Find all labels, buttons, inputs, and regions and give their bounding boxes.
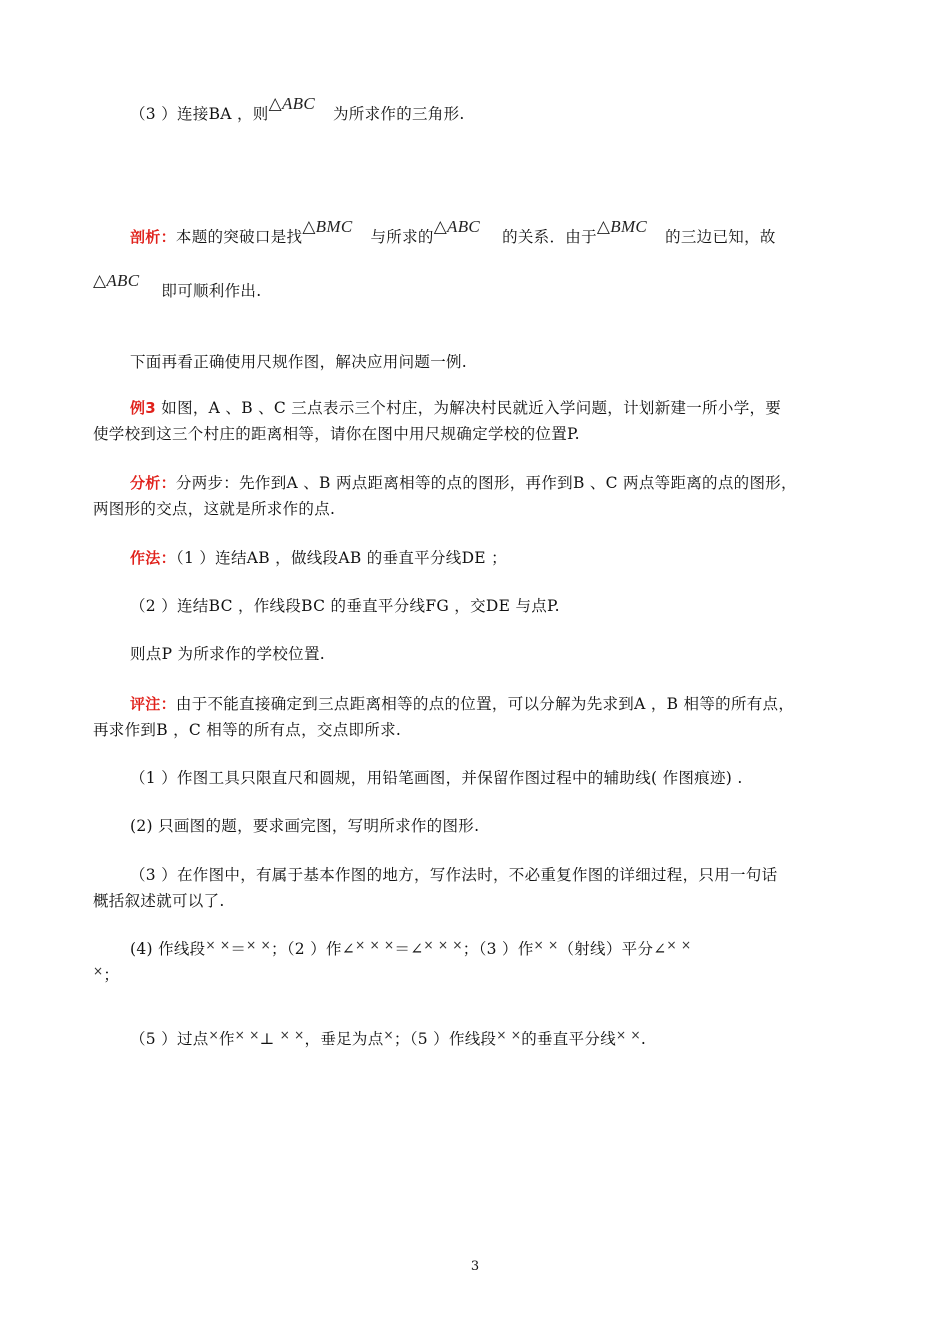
placeholder-x: × × <box>234 1028 260 1042</box>
placeholder-x: × <box>383 1028 394 1042</box>
text: ＝∠ <box>394 940 424 958</box>
text: （3 ）连接BA ，则 <box>130 105 269 123</box>
rule-3-line-1: （3 ）在作图中，有属于基本作图的地方，写作法时，不必重复作图的详细过程，只用一句话 <box>130 866 778 884</box>
comment-line-1 <box>130 693 794 715</box>
math-triangle-abc: △ABC <box>433 217 481 236</box>
text: 如图，A 、B 、C 三点表示三个村庄，为解决村民就近入学问题，计划新建一所小学，要 <box>156 399 782 417</box>
placeholder-x: × <box>93 964 104 978</box>
intro-line: 下面再看正确使用尺规作图，解决应用问题一例. <box>130 353 468 371</box>
rule-2: (2) 只画图的题，要求画完图，写明所求作的图形. <box>130 817 480 835</box>
placeholder-x: × × <box>616 1028 641 1042</box>
rule-4-line-2 <box>93 964 119 987</box>
analysis-fenxi-line-2: 两图形的交点，这就是所求作的点. <box>93 500 336 518</box>
rule-1: （1 ）作图工具只限直尺和圆规，用铅笔画图，并保留作图过程中的辅助线( 作图痕迹) . <box>130 769 743 787</box>
text: （5 ）过点 <box>130 1030 209 1048</box>
text: (4) 作线段 <box>130 940 206 958</box>
text: 即可顺利作出. <box>161 282 262 300</box>
text: 的垂直平分线 <box>521 1030 616 1048</box>
text: ；（5 ）作线段 <box>393 1030 497 1048</box>
rule-5-line <box>130 1028 646 1051</box>
method-line-3: 则点P 为所求作的学校位置. <box>130 645 325 663</box>
text: 分两步：先作到A 、B 两点距离相等的点的图形，再作到B 、C 两点等距离的点的图形， <box>175 474 797 492</box>
text: 本题的突破口是找 <box>175 228 303 246</box>
placeholder-x: × <box>208 1028 219 1042</box>
text: （射线）平分∠ <box>558 940 667 958</box>
placeholder-x: × × <box>246 938 271 952</box>
comment-label: 评注： <box>130 695 176 713</box>
page-number: 3 <box>470 1259 480 1274</box>
fenxi-label: 分析： <box>130 474 176 492</box>
text: 的三边已知，故 <box>665 228 776 246</box>
text: ；（3 ）作 <box>462 940 534 958</box>
math-triangle-abc: △ABC <box>268 94 315 113</box>
text: 的关系．由于 <box>502 228 597 246</box>
text: （1 ）连结AB ，做线段AB 的垂直平分线DE ； <box>175 549 507 567</box>
text: 作 <box>218 1030 235 1048</box>
math-triangle-bmc: △BMC <box>596 217 648 236</box>
placeholder-x: × × <box>279 1028 305 1042</box>
analysis-line-2 <box>93 271 262 302</box>
analysis-fenxi-line-1 <box>130 472 797 494</box>
text: ，垂足为点 <box>304 1030 384 1048</box>
text: ；（2 ）作∠ <box>270 940 356 958</box>
rule-3-line-2: 概括叙述就可以了. <box>93 892 225 910</box>
text: 与所求的 <box>370 228 434 246</box>
text: . <box>640 1030 647 1048</box>
text: ＝ <box>230 940 247 958</box>
method-label: 作法： <box>130 549 176 567</box>
text: ⊥ <box>259 1030 280 1048</box>
method-line-1 <box>130 547 507 569</box>
example-3-line-2: 使学校到这三个村庄的距离相等，请你在图中用尺规确定学校的位置P. <box>93 425 580 443</box>
method-line-2: （2 ）连结BC ，作线段BC 的垂直平分线FG ，交DE 与点P. <box>130 597 560 615</box>
math-triangle-bmc: △BMC <box>302 217 353 236</box>
placeholder-x: × × × <box>423 938 463 952</box>
comment-line-2: 再求作到B ，C 相等的所有点，交点即所求. <box>93 721 402 739</box>
text: 为所求作的三角形. <box>333 105 465 123</box>
text: ； <box>103 966 120 984</box>
rule-4-line-1 <box>130 938 691 961</box>
example-label: 例3 <box>130 399 157 417</box>
text: 由于不能直接确定到三点距离相等的点的位置，可以分解为先求到A ，B 相等的所有点， <box>175 695 795 713</box>
placeholder-x: × × × <box>355 938 395 952</box>
placeholder-x: × × <box>533 938 559 952</box>
placeholder-x: × × <box>496 1028 522 1042</box>
placeholder-x: × × <box>666 938 692 952</box>
analysis-line-1 <box>130 217 776 248</box>
placeholder-x: × × <box>205 938 231 952</box>
step-3-line <box>130 94 465 125</box>
example-3-line-1 <box>130 397 781 419</box>
analysis-label: 剖析： <box>130 228 176 246</box>
math-triangle-abc: △ABC <box>93 271 140 290</box>
